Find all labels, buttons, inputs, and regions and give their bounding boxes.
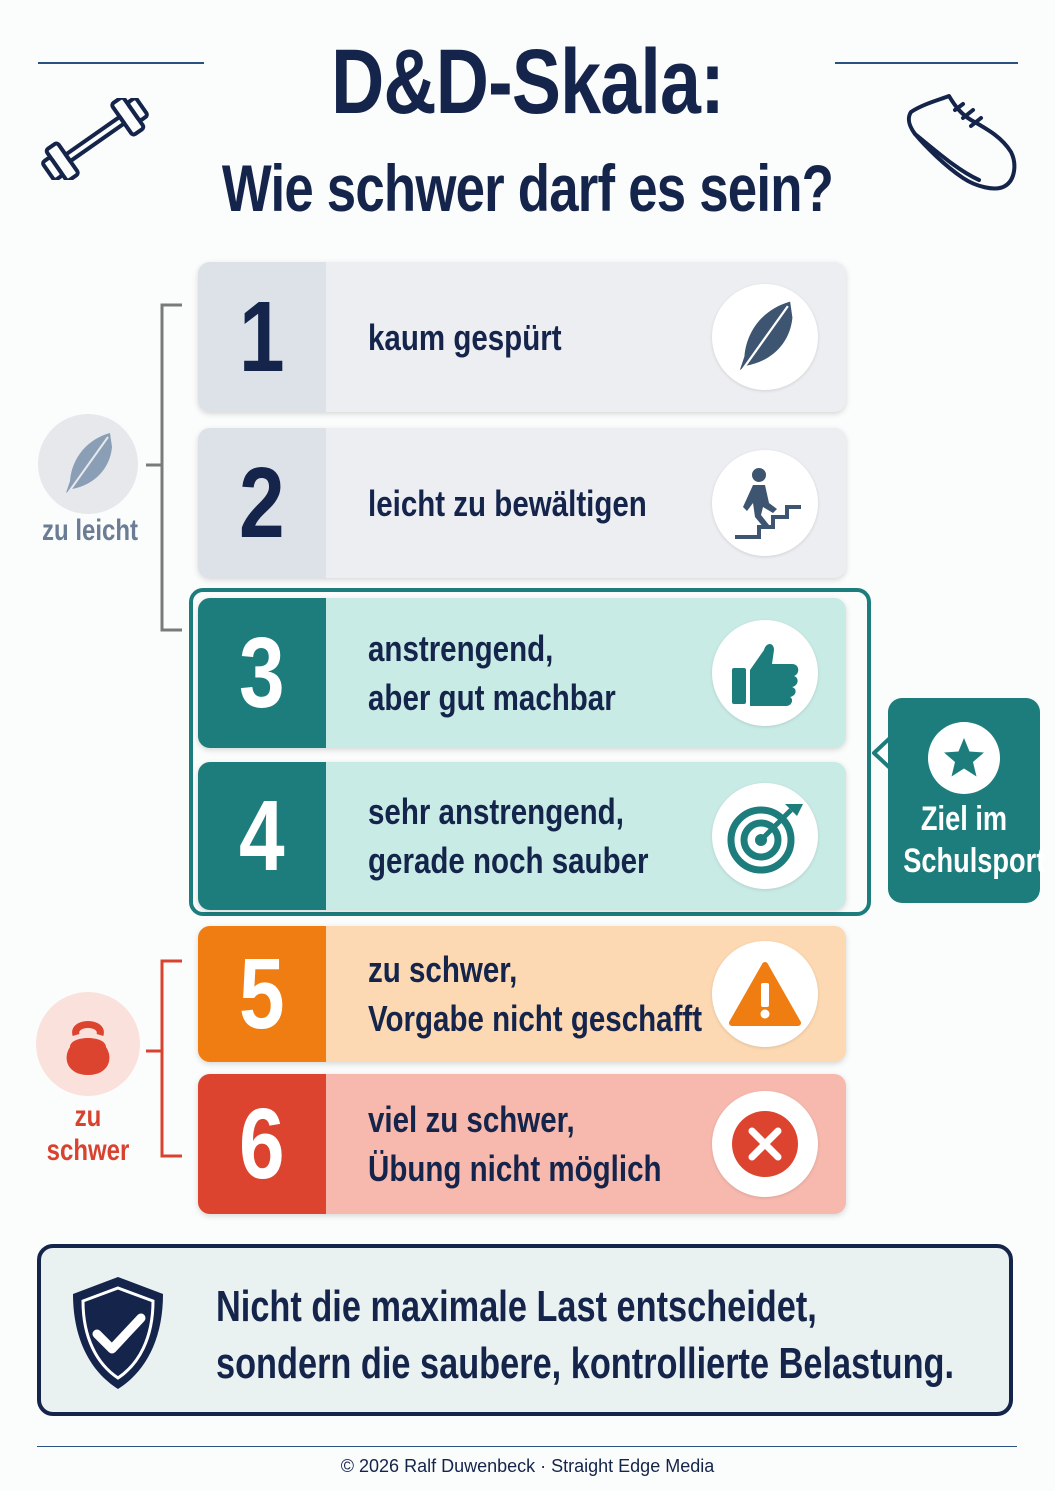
scale-row-6: [198, 1074, 846, 1214]
scale-number: 4: [198, 762, 326, 910]
scale-description: sehr anstrengend, gerade noch sauber: [368, 791, 649, 881]
stairs-walker-icon: [712, 450, 818, 556]
scale-number: 5: [198, 926, 326, 1062]
heavy-group-label: zu schwer: [46, 1100, 130, 1167]
scale-number: 1: [198, 262, 326, 412]
star-icon: [928, 722, 1000, 794]
title-line-2: Wie schwer darf es sein?: [221, 151, 834, 225]
x-circle-icon: [712, 1091, 818, 1197]
thumbs-up-icon: [712, 620, 818, 726]
key-message: Nicht die maximale Last entscheidet, sondern die saubere, kontrollierte Belastung.: [216, 1282, 955, 1388]
scale-description: zu schwer, Vorgabe nicht geschafft: [368, 949, 703, 1039]
heavy-group-icon-circle: [36, 992, 140, 1096]
scale-number: 3: [198, 598, 326, 748]
feather-icon: [712, 284, 818, 390]
goal-label: Ziel im Schulsport: [903, 800, 1046, 880]
scale-description: viel zu schwer, Übung nicht möglich: [368, 1099, 662, 1189]
copyright: © 2026 Ralf Duwenbeck · Straight Edge Media: [340, 1456, 715, 1476]
scale-description: leicht zu bewältigen: [368, 482, 647, 524]
kettlebell-icon: [58, 1011, 118, 1077]
footer-rule: [37, 1446, 1017, 1447]
goal-badge: [888, 698, 1046, 903]
scale-row-4: [198, 762, 846, 910]
scale-row-3: [198, 598, 846, 748]
scale-row-2: [198, 428, 846, 578]
warning-icon: [712, 941, 818, 1047]
feather-icon: [58, 429, 118, 499]
key-message-box: [37, 1244, 1013, 1416]
scale-row-5: [198, 926, 846, 1062]
target-icon: [712, 783, 818, 889]
title-line-1: D&D-Skala:: [331, 31, 724, 133]
light-group-label: zu leicht: [41, 514, 138, 547]
light-group-bracket: [140, 300, 190, 640]
light-group-icon-circle: [38, 414, 138, 514]
scale-number: 2: [198, 428, 326, 578]
goal-connector: [868, 736, 890, 770]
shield-check-icon: [67, 1274, 169, 1392]
scale-description: kaum gespürt: [368, 316, 562, 358]
scale-description: anstrengend, aber gut machbar: [368, 628, 616, 718]
scale-row-1: [198, 262, 846, 412]
heavy-group-bracket: [140, 956, 190, 1162]
scale-number: 6: [198, 1074, 326, 1214]
